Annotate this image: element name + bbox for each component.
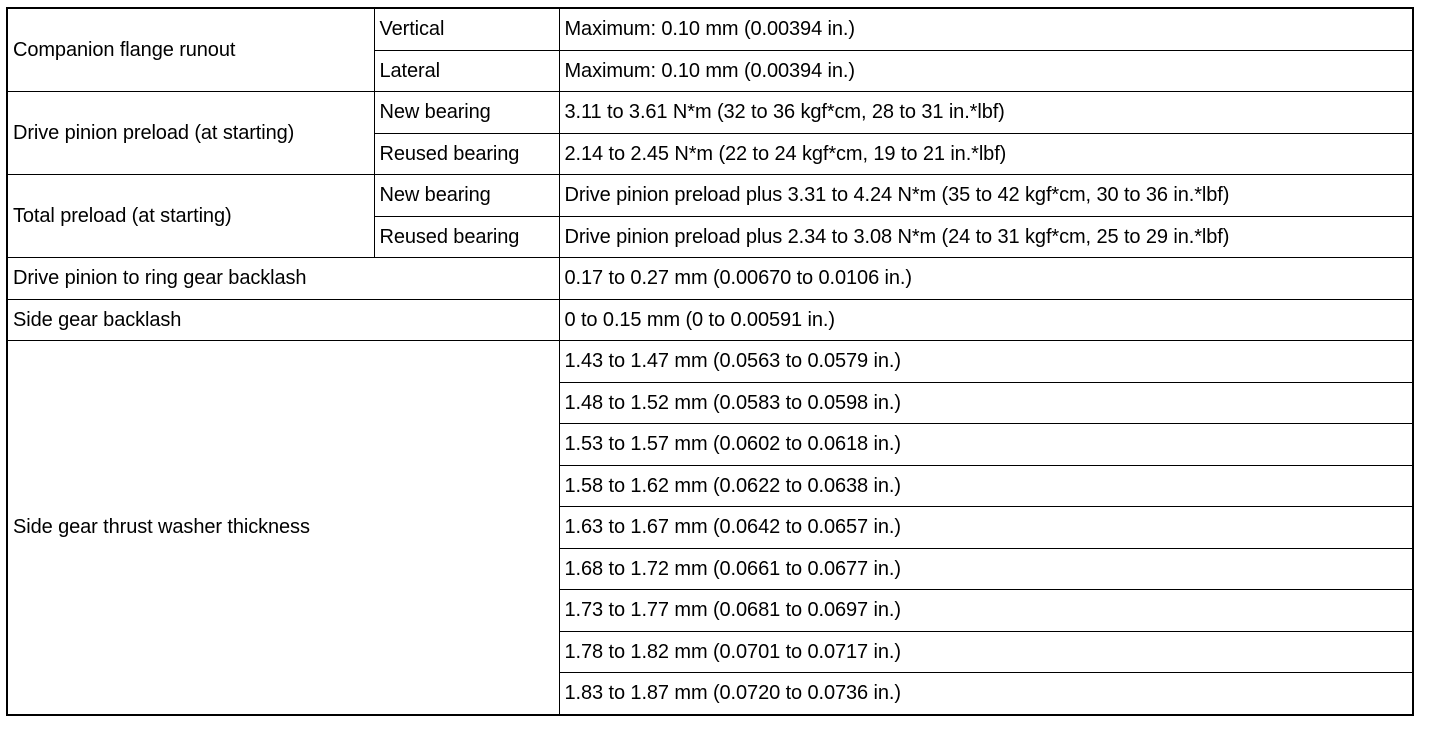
value-thrust-washer-thickness: 1.58 to 1.62 mm (0.0622 to 0.0638 in.) (559, 465, 1413, 507)
value-drive-pinion-preload-new: 3.11 to 3.61 N*m (32 to 36 kgf*cm, 28 to 31 in.*lbf) (559, 92, 1413, 134)
table-row (7, 258, 1413, 300)
table-row (7, 299, 1413, 341)
value-thrust-washer-thickness: 1.63 to 1.67 mm (0.0642 to 0.0657 in.) (559, 507, 1413, 549)
condition-reused-bearing: Reused bearing (374, 216, 559, 258)
row-label-ring-gear-backlash: Drive pinion to ring gear backlash (7, 258, 559, 300)
specification-table (6, 7, 1414, 716)
row-label-thrust-washer-thickness: Side gear thrust washer thickness (7, 341, 559, 715)
table-row (7, 341, 1413, 383)
value-vertical-runout: Maximum: 0.10 mm (0.00394 in.) (559, 8, 1413, 50)
condition-lateral: Lateral (374, 50, 559, 92)
value-thrust-washer-thickness: 1.48 to 1.52 mm (0.0583 to 0.0598 in.) (559, 382, 1413, 424)
value-ring-gear-backlash: 0.17 to 0.27 mm (0.00670 to 0.0106 in.) (559, 258, 1413, 300)
condition-reused-bearing: Reused bearing (374, 133, 559, 175)
row-label-companion-flange-runout: Companion flange runout (7, 8, 374, 92)
value-total-preload-reused: Drive pinion preload plus 2.34 to 3.08 N*m (24 to 31 kgf*cm, 25 to 29 in.*lbf) (559, 216, 1413, 258)
value-thrust-washer-thickness: 1.68 to 1.72 mm (0.0661 to 0.0677 in.) (559, 548, 1413, 590)
condition-new-bearing: New bearing (374, 175, 559, 217)
value-thrust-washer-thickness: 1.53 to 1.57 mm (0.0602 to 0.0618 in.) (559, 424, 1413, 466)
row-label-drive-pinion-preload: Drive pinion preload (at starting) (7, 92, 374, 175)
value-side-gear-backlash: 0 to 0.15 mm (0 to 0.00591 in.) (559, 299, 1413, 341)
condition-new-bearing: New bearing (374, 92, 559, 134)
value-thrust-washer-thickness: 1.78 to 1.82 mm (0.0701 to 0.0717 in.) (559, 631, 1413, 673)
value-total-preload-new: Drive pinion preload plus 3.31 to 4.24 N*m (35 to 42 kgf*cm, 30 to 36 in.*lbf) (559, 175, 1413, 217)
condition-vertical: Vertical (374, 8, 559, 50)
table-row (7, 8, 1413, 50)
value-thrust-washer-thickness: 1.43 to 1.47 mm (0.0563 to 0.0579 in.) (559, 341, 1413, 383)
table-row (7, 175, 1413, 217)
row-label-side-gear-backlash: Side gear backlash (7, 299, 559, 341)
value-thrust-washer-thickness: 1.83 to 1.87 mm (0.0720 to 0.0736 in.) (559, 673, 1413, 715)
row-label-total-preload: Total preload (at starting) (7, 175, 374, 258)
value-lateral-runout: Maximum: 0.10 mm (0.00394 in.) (559, 50, 1413, 92)
value-thrust-washer-thickness: 1.73 to 1.77 mm (0.0681 to 0.0697 in.) (559, 590, 1413, 632)
value-drive-pinion-preload-reused: 2.14 to 2.45 N*m (22 to 24 kgf*cm, 19 to 21 in.*lbf) (559, 133, 1413, 175)
table-row (7, 92, 1413, 134)
